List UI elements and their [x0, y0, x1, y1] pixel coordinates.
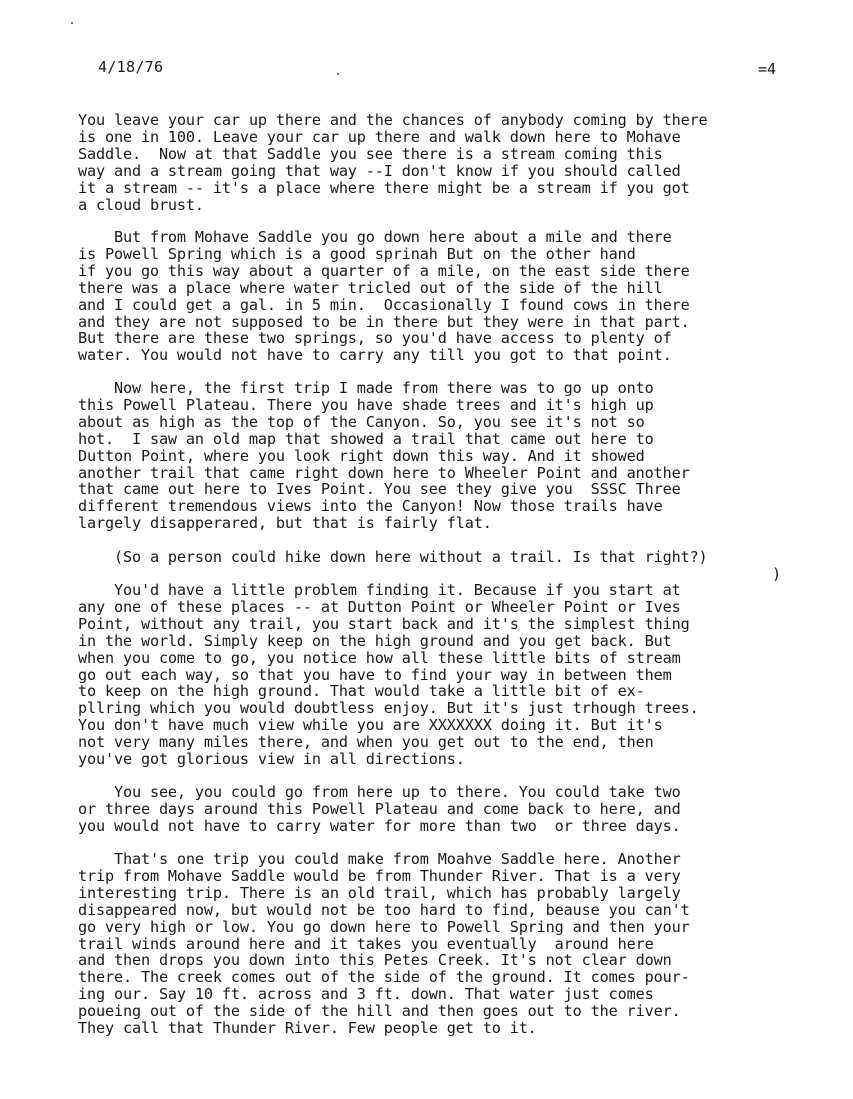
paragraph: You'd have a little problem finding it. Because if you start at any one of these places -- at Dutton Point or Wheeler Point or Ives Point, without any trail, you start back and it's the simplest thing in the world. Simply keep on the high ground and you get back. But when you come to go, you notice how all these little bits of stream go out each way, so that you have to find your way in between them to keep on the high ground. That would take a little bit of ex- pllring which you would doubtless enjoy. But it's just trhough trees. You don't have much view while you are XXXXXXX doing it. But it's not very many miles there, and when you get out to the end, then you've got glorious view in all directions.	[78, 581, 699, 769]
stray-paren: )	[772, 565, 781, 583]
stray-dot	[337, 73, 339, 75]
paragraph: Now here, the first trip I made from there was to go up onto this Powell Plateau. There you have shade trees and it's high up about as high as the top of the Canyon. So, you see it's not so hot. I saw an old map that showed a trail that came out here to Dutton Point, where you look right down this way. And it showed another trail that came right down here to Wheeler Point and another that came out here to Ives Point. You see they give you SSSC Three different tremendous views into the Canyon! Now those trails have largely disapperared, but that is fairly flat.	[78, 379, 690, 533]
stray-dot	[71, 22, 73, 24]
question-paragraph: (So a person could hike down here without a trail. Is that right?)	[78, 548, 708, 566]
paragraph: You leave your car up there and the chances of anybody coming by there is one in 100. Leave your car up there and walk down here to Mohave Saddle. Now at that Saddle you see there is a stream coming this way and a stream going that way --I don't know if you should called it a stream -- it's a place where there might be a stream if you got a cloud brust.	[78, 111, 708, 214]
page-number: =4	[758, 60, 777, 78]
paragraph: But from Mohave Saddle you go down here about a mile and there is Powell Spring which is a good sprinah But on the other hand if you go this way about a quarter of a mile, on the east side there there was a place where water tricled out of the side of the hill and I could get a gal. in 5 min. Occasionally I found cows in there and they are not supposed to be in there but they were in that part. But there are these two springs, so you'd have access to plenty of water. You would not have to carry any till you got to that point.	[78, 228, 690, 365]
paragraph: That's one trip you could make from Moahve Saddle here. Another trip from Mohave Saddle would be from Thunder River. That is a very interesting trip. There is an old trail, which has probably largely disappeared now, but would not be too hard to find, beause you can't go very high or low. You go down here to Powell Spring and then your trail winds around here and it takes you eventually around here and then drops you down into this Petes Creek. It's not clear down there. The creek comes out of the side of the ground. It comes pour- ing our. Say 10 ft. across and 3 ft. down. That water just comes poueing out of the side of the hill and then goes out to the river. They call that Thunder River. Few people get to it.	[78, 850, 690, 1038]
page-date: 4/18/76	[98, 58, 164, 76]
paragraph: You see, you could go from here up to there. You could take two or three days around this Powell Plateau and come back to here, and you would not have to carry water for more than two or three days.	[78, 783, 681, 835]
